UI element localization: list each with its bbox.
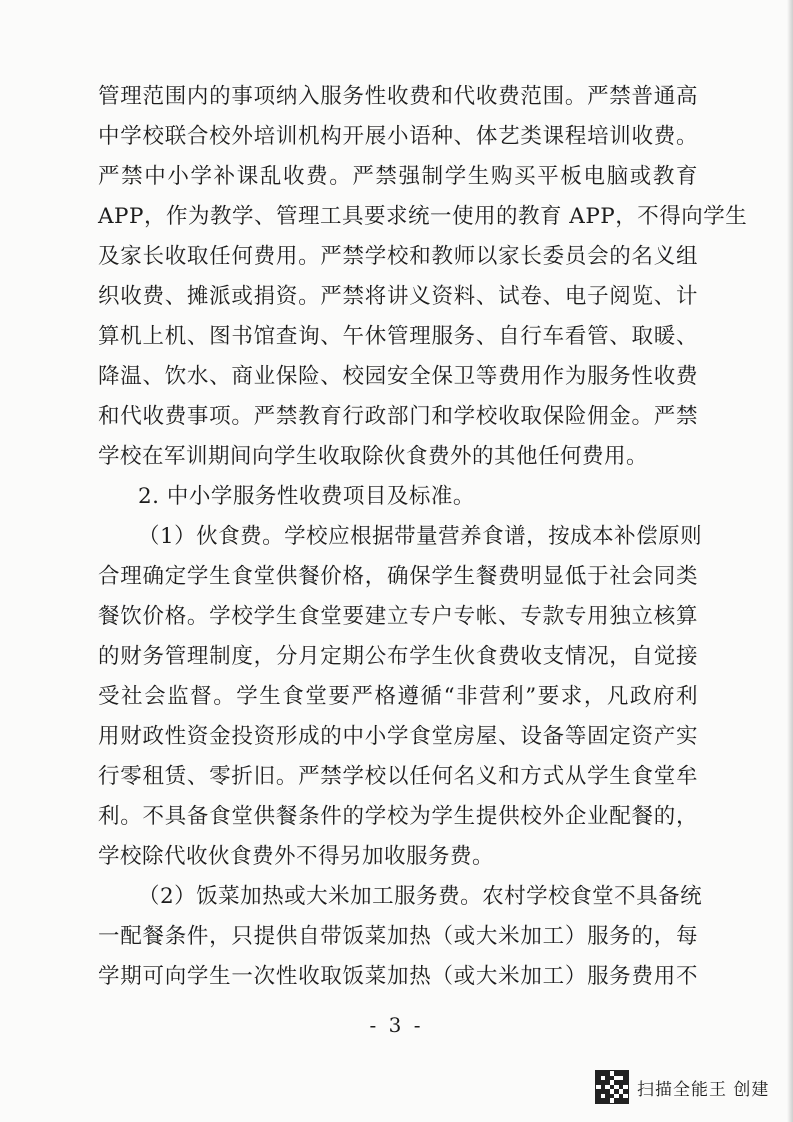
page-number: - 3 - bbox=[369, 1013, 424, 1037]
text-line: （2）饭菜加热或大米加工服务费。农村学校食堂不具备统 bbox=[138, 884, 703, 909]
text-line: 学校除代收伙食费外不得另加收服务费。 bbox=[98, 844, 495, 869]
scanner-watermark bbox=[595, 1070, 769, 1104]
text-line: 及家长收取任何费用。严禁学校和教师以家长委员会的名义组 bbox=[98, 244, 698, 269]
text-line: 算机上机、图书馆查询、午休管理服务、自行车看管、取暖、 bbox=[98, 324, 698, 349]
section-heading: 2. 中小学服务性收费项目及标准。 bbox=[138, 484, 475, 509]
text-line: 管理范围内的事项纳入服务性收费和代收费范围。严禁普通高 bbox=[98, 84, 698, 109]
qr-code-icon bbox=[595, 1070, 629, 1104]
text-line: （1）伙食费。学校应根据带量营养食谱，按成本补偿原则 bbox=[138, 524, 703, 549]
scan-edge-shadow bbox=[787, 0, 793, 1122]
text-line: 织收费、摊派或捐资。严禁将讲义资料、试卷、电子阅览、计 bbox=[98, 284, 698, 309]
text-line: 降温、饮水、商业保险、校园安全保卫等费用作为服务性收费 bbox=[98, 364, 698, 389]
text-line: 学期可向学生一次性收取饭菜加热（或大米加工）服务费用不 bbox=[98, 964, 698, 989]
text-line: 学校在军训期间向学生收取除伙食费外的其他任何费用。 bbox=[98, 444, 649, 469]
watermark-text: 扫描全能王 创建 bbox=[637, 1079, 770, 1100]
text-line: APP，作为教学、管理工具要求统一使用的教育 APP，不得向学生 bbox=[98, 204, 748, 229]
text-line: 严禁中小学补课乱收费。严禁强制学生购买平板电脑或教育 bbox=[98, 164, 698, 189]
text-line: 用财政性资金投资形成的中小学食堂房屋、设备等固定资产实 bbox=[98, 724, 698, 749]
text-line: 和代收费事项。严禁教育行政部门和学校收取保险佣金。严禁 bbox=[98, 404, 698, 429]
text-line: 中学校联合校外培训机构开展小语种、体艺类课程培训收费。 bbox=[98, 124, 698, 149]
text-line: 受社会监督。学生食堂要严格遵循“非营利”要求，凡政府利 bbox=[98, 684, 698, 709]
text-line: 的财务管理制度，分月定期公布学生伙食费收支情况，自觉接 bbox=[98, 644, 698, 669]
text-line: 利。不具备食堂供餐条件的学校为学生提供校外企业配餐的， bbox=[98, 804, 698, 829]
text-line: 行零租赁、零折旧。严禁学校以任何名义和方式从学生食堂牟 bbox=[98, 764, 698, 789]
text-line: 餐饮价格。学校学生食堂要建立专户专帐、专款专用独立核算 bbox=[98, 604, 698, 629]
text-line: 一配餐条件，只提供自带饭菜加热（或大米加工）服务的，每 bbox=[98, 924, 698, 949]
text-line: 合理确定学生食堂供餐价格，确保学生餐费明显低于社会同类 bbox=[98, 564, 698, 589]
